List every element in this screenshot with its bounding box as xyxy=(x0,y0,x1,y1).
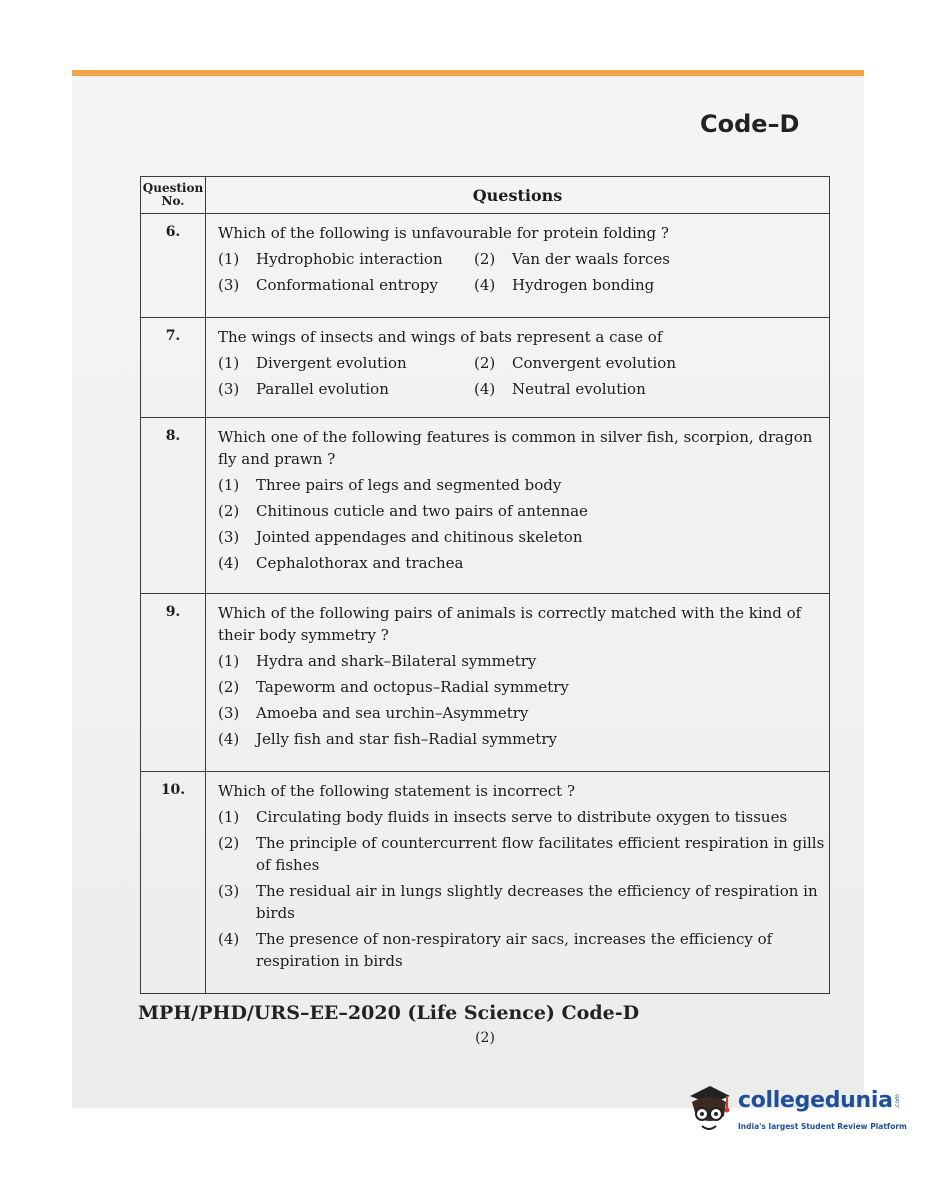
option: (2) The principle of countercurrent flow facilitates efficient respiration in gills of fishes xyxy=(218,834,825,874)
question-no-header: Question No. xyxy=(141,177,206,214)
question-text: The wings of insects and wings of bats represent a case of xyxy=(218,328,663,346)
question-text: Which of the following is unfavourable for protein folding ? xyxy=(218,224,669,242)
option: (1) Three pairs of legs and segmented body xyxy=(218,476,562,494)
option-grid xyxy=(218,352,825,400)
questions-header: Questions xyxy=(206,177,830,214)
question-number: 9. xyxy=(141,594,206,772)
question-number: 10. xyxy=(141,772,206,994)
option-grid xyxy=(218,248,825,296)
option: (2) Convergent evolution xyxy=(474,354,676,372)
brand-name: collegedunia xyxy=(738,1088,893,1113)
option: (3) Amoeba and sea urchin–Asymmetry xyxy=(218,704,529,722)
option-list xyxy=(218,806,825,972)
question-body xyxy=(206,318,830,418)
question-row xyxy=(141,594,830,772)
question-row xyxy=(141,214,830,318)
option: (3) Parallel evolution xyxy=(218,380,389,398)
question-number: 7. xyxy=(141,318,206,418)
option: (2) Tapeworm and octopus–Radial symmetry xyxy=(218,678,569,696)
paper-code: Code–D xyxy=(700,110,800,138)
option-list xyxy=(218,474,825,574)
question-body xyxy=(206,594,830,772)
page-number: (2) xyxy=(475,1030,495,1046)
option: (1) Circulating body fluids in insects serve to distribute oxygen to tissues xyxy=(218,808,788,826)
option: (3) The residual air in lungs slightly decreases the efficiency of respiration in birds xyxy=(218,882,818,922)
question-number: 8. xyxy=(141,418,206,594)
student-mascot-icon xyxy=(680,1078,736,1138)
question-body xyxy=(206,214,830,318)
question-body xyxy=(206,772,830,994)
option: (4) Hydrogen bonding xyxy=(474,276,655,294)
option: (4) The presence of non-respiratory air sacs, increases the efficiency of respiration in birds xyxy=(218,930,773,970)
option: (1) Hydra and shark–Bilateral symmetry xyxy=(218,652,537,670)
question-table xyxy=(140,176,830,994)
question-row xyxy=(141,418,830,594)
option: (4) Neutral evolution xyxy=(474,380,646,398)
option: (1) Hydrophobic interaction xyxy=(218,250,443,268)
option: (3) Jointed appendages and chitinous skeleton xyxy=(218,528,583,546)
brand-suffix: .com xyxy=(893,1094,901,1109)
option-list xyxy=(218,650,825,750)
question-text: Which one of the following features is common in silver fish, scorpion, dragon fly and prawn ? xyxy=(218,428,813,468)
exam-footer-title: MPH/PHD/URS–EE–2020 (Life Science) Code-D xyxy=(138,1002,640,1024)
table-header-row xyxy=(141,177,830,214)
question-body xyxy=(206,418,830,594)
question-row xyxy=(141,772,830,994)
question-row xyxy=(141,318,830,418)
question-text: Which of the following statement is incorrect ? xyxy=(218,782,576,800)
collegedunia-watermark[interactable] xyxy=(680,1078,910,1138)
option: (3) Conformational entropy xyxy=(218,276,438,294)
question-text: Which of the following pairs of animals is correctly matched with the kind of their body symmetry ? xyxy=(218,604,802,644)
option: (4) Cephalothorax and trachea xyxy=(218,554,464,572)
option: (1) Divergent evolution xyxy=(218,354,407,372)
brand-tagline: India's largest Student Review Platform xyxy=(738,1122,907,1131)
option: (4) Jelly fish and star fish–Radial symmetry xyxy=(218,730,557,748)
option: (2) Chitinous cuticle and two pairs of antennae xyxy=(218,502,588,520)
option: (2) Van der waals forces xyxy=(474,250,670,268)
question-number: 6. xyxy=(141,214,206,318)
